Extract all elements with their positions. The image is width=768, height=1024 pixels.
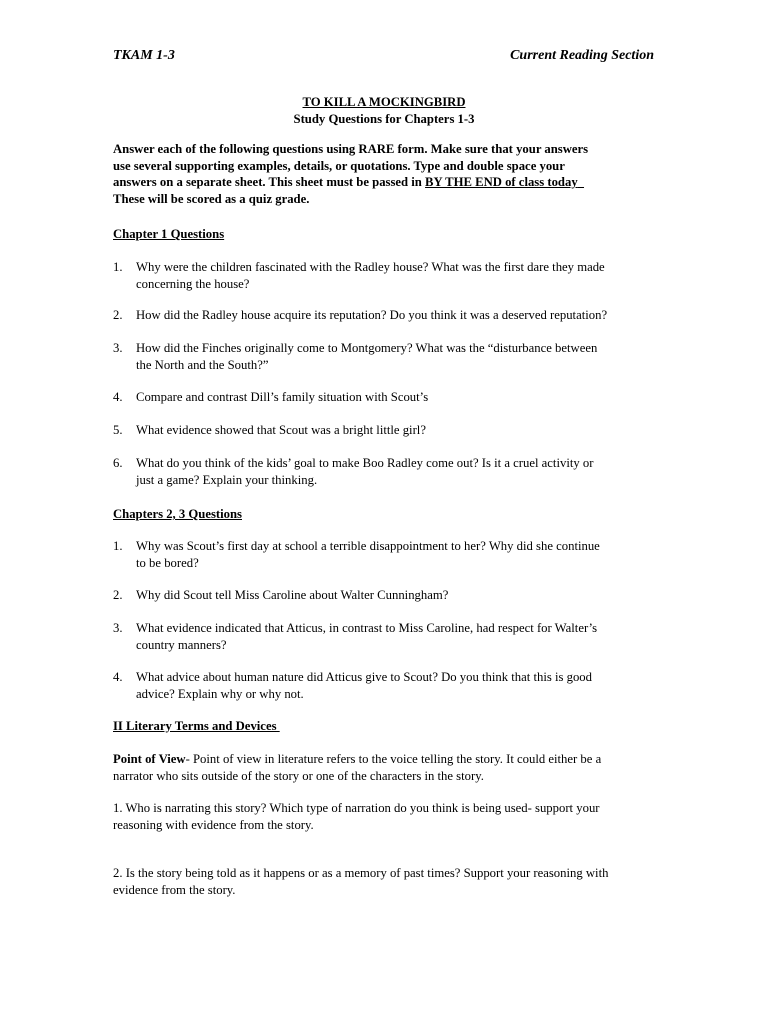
question-text: How did the Finches originally come to Montgomery? What was the “disturbance between	[136, 341, 598, 355]
question-text: Why did Scout tell Miss Caroline about Walter Cunningham?	[136, 588, 449, 602]
chapter23-question	[113, 669, 658, 702]
question-text: Compare and contrast Dill’s family situation with Scout’s	[136, 390, 429, 404]
question-text: just a game? Explain your thinking.	[136, 472, 318, 487]
question-number: 3.	[113, 621, 123, 635]
deadline-emphasis: BY THE END of class today	[425, 175, 578, 189]
chapter1-question	[113, 455, 658, 488]
chapter23-question	[113, 538, 658, 571]
definition-text: - Point of view in literature refers to the voice telling the story. It could either be a	[185, 752, 602, 766]
instructions-line: These will be scored as a quiz grade.	[113, 191, 310, 206]
document-subtitle: Study Questions for Chapters 1-3	[293, 112, 475, 126]
point-of-view-definition	[113, 751, 658, 784]
question-number: 4.	[113, 670, 123, 684]
question-text: What advice about human nature did Atticus give to Scout? Do you think that this is good	[136, 670, 592, 684]
question-text: 1. Who is narrating this story? Which type of narration do you think is being used- support your	[113, 801, 600, 815]
question-number: 6.	[113, 456, 123, 470]
question-number: 4.	[113, 390, 123, 404]
question-number: 2.	[113, 308, 123, 322]
question-text: 2. Is the story being told as it happens or as a memory of past times? Support your reasoning with	[113, 866, 609, 880]
title-block	[0, 94, 768, 128]
instructions-line	[113, 174, 653, 191]
document-title: TO KILL A MOCKINGBIRD	[302, 95, 466, 109]
question-number: 2.	[113, 588, 123, 602]
header-section-label: Current Reading Section	[510, 48, 654, 63]
question-text: What evidence indicated that Atticus, in contrast to Miss Caroline, had respect for Walter’s	[136, 621, 598, 635]
question-text: How did the Radley house acquire its reputation? Do you think it was a deserved reputation?	[136, 308, 608, 322]
question-text: What do you think of the kids’ goal to make Boo Radley come out? Is it a cruel activity or	[136, 456, 594, 470]
chapter23-question	[113, 620, 658, 653]
question-text: What evidence showed that Scout was a bright little girl?	[136, 423, 426, 437]
instructions-line: use several supporting examples, details, or quotations. Type and double space your	[113, 158, 565, 173]
literary-question-2	[113, 865, 658, 898]
instructions-text: answers on a separate sheet. This sheet must be passed in	[113, 175, 426, 189]
question-text: advice? Explain why or why not.	[136, 686, 304, 701]
instructions-line: Answer each of the following questions using RARE form. Make sure that your answers	[113, 142, 589, 156]
instructions	[113, 141, 653, 207]
chapter23-question	[113, 587, 658, 604]
question-number: 5.	[113, 423, 123, 437]
chapter23-heading: Chapters 2, 3 Questions	[113, 507, 242, 521]
question-text: to be bored?	[136, 555, 199, 570]
question-number: 1.	[113, 260, 123, 274]
question-text: the North and the South?”	[136, 357, 269, 372]
question-text: Why were the children fascinated with the Radley house? What was the first dare they made	[136, 260, 605, 274]
chapter1-question	[113, 259, 658, 292]
point-of-view-term: Point of View	[113, 752, 186, 766]
question-text: concerning the house?	[136, 276, 250, 291]
chapter1-question	[113, 307, 658, 324]
question-text: country manners?	[136, 637, 227, 652]
question-text: reasoning with evidence from the story.	[113, 817, 314, 832]
definition-text: narrator who sits outside of the story or one of the characters in the story.	[113, 768, 484, 783]
chapter1-question	[113, 340, 658, 373]
chapter1-heading: Chapter 1 Questions	[113, 227, 225, 241]
chapter1-question	[113, 389, 658, 406]
header-course-label: TKAM 1-3	[113, 48, 175, 63]
chapter1-question	[113, 422, 658, 439]
literary-question-1	[113, 800, 658, 833]
question-number: 3.	[113, 341, 123, 355]
literary-heading: II Literary Terms and Devices	[113, 719, 277, 733]
question-number: 1.	[113, 539, 123, 553]
question-text: evidence from the story.	[113, 882, 236, 897]
question-text: Why was Scout’s first day at school a terrible disappointment to her? Why did she continue	[136, 539, 600, 553]
